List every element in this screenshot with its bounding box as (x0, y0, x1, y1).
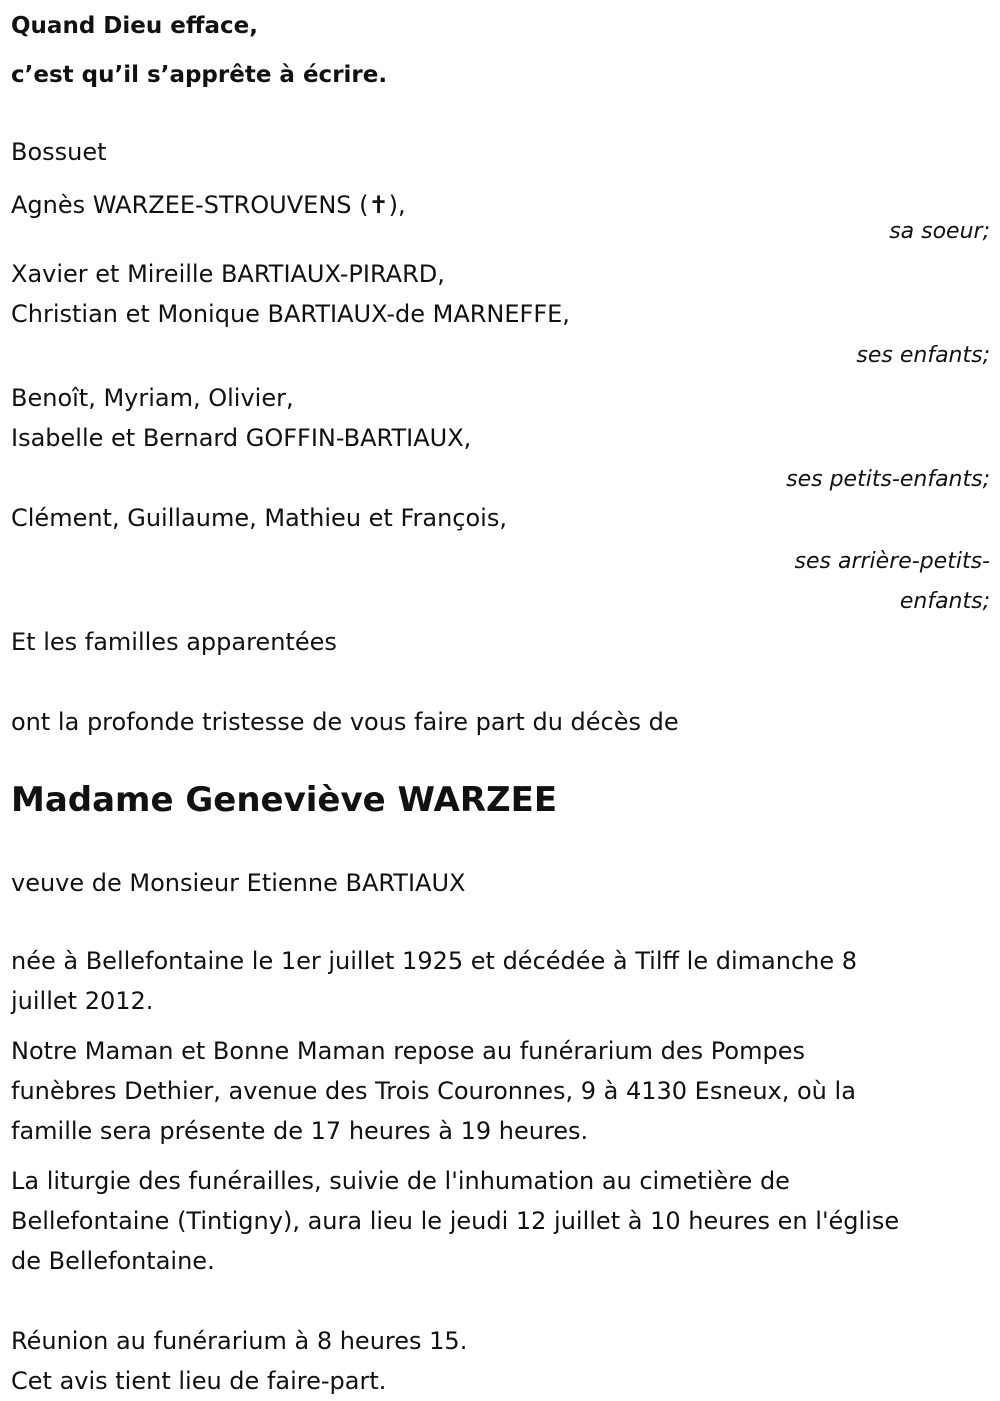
family-name-line: Agnès WARZEE-STROUVENS (✝), (11, 191, 406, 219)
related-families: Et les familles apparentées (11, 628, 337, 656)
family-name-line: Benoît, Myriam, Olivier, (11, 384, 294, 412)
deceased-name: Madame Geneviève WARZEE (11, 780, 558, 820)
paragraph-line: Bellefontaine (Tintigny), aura lieu le jeudi 12 juillet à 10 heures en l'église (11, 1207, 900, 1235)
family-name-line: Christian et Monique BARTIAUX-de MARNEFFE, (11, 300, 570, 328)
paragraph-line: Notre Maman et Bonne Maman repose au funérarium des Pompes (11, 1037, 805, 1065)
relation-label: enfants; (899, 589, 990, 614)
paragraph-line: juillet 2012. (11, 987, 154, 1015)
relation-children (11, 336, 991, 376)
relation-label: sa soeur; (889, 219, 990, 244)
family-name-line: Clément, Guillaume, Mathieu et François, (11, 504, 507, 532)
birth-death-info (11, 941, 991, 1021)
meeting-info: Réunion au funérarium à 8 heures 15. (11, 1327, 468, 1355)
quote (11, 2, 991, 100)
relation-label: ses arrière-petits- (794, 549, 990, 574)
relation-great-grandchildren (11, 542, 991, 622)
family-name-line: Xavier et Mireille BARTIAUX-PIRARD, (11, 260, 445, 288)
quote-author: Bossuet (11, 138, 107, 166)
family-grandchildren-names (11, 378, 991, 458)
family-name-line: Isabelle et Bernard GOFFIN-BARTIAUX, (11, 424, 472, 452)
notice-info: Cet avis tient lieu de faire-part. (11, 1367, 387, 1395)
paragraph-line: La liturgie des funérailles, suivie de l'inhumation au cimetière de (11, 1167, 790, 1195)
liturgy-info (11, 1161, 991, 1281)
family-children-names (11, 254, 991, 334)
family-great-grandchildren-names (11, 498, 991, 538)
paragraph-line: de Bellefontaine. (11, 1247, 215, 1275)
repose-info (11, 1031, 991, 1151)
paragraph-line: famille sera présente de 17 heures à 19 heures. (11, 1117, 589, 1145)
relation-label: ses enfants; (856, 343, 990, 368)
quote-line-2: c’est qu’il s’apprête à écrire. (11, 62, 388, 88)
quote-line-1: Quand Dieu efface, (11, 13, 258, 39)
paragraph-line: funèbres Dethier, avenue des Trois Couronnes, 9 à 4130 Esneux, où la (11, 1077, 856, 1105)
paragraph-line: née à Bellefontaine le 1er juillet 1925 et décédée à Tilff le dimanche 8 (11, 947, 858, 975)
relation-grandchildren (11, 460, 991, 500)
widow-of: veuve de Monsieur Etienne BARTIAUX (11, 869, 466, 897)
announcement-text: ont la profonde tristesse de vous faire part du décès de (11, 708, 679, 736)
relation-label: ses petits-enfants; (786, 467, 990, 492)
obituary-notice (11, 0, 991, 1401)
